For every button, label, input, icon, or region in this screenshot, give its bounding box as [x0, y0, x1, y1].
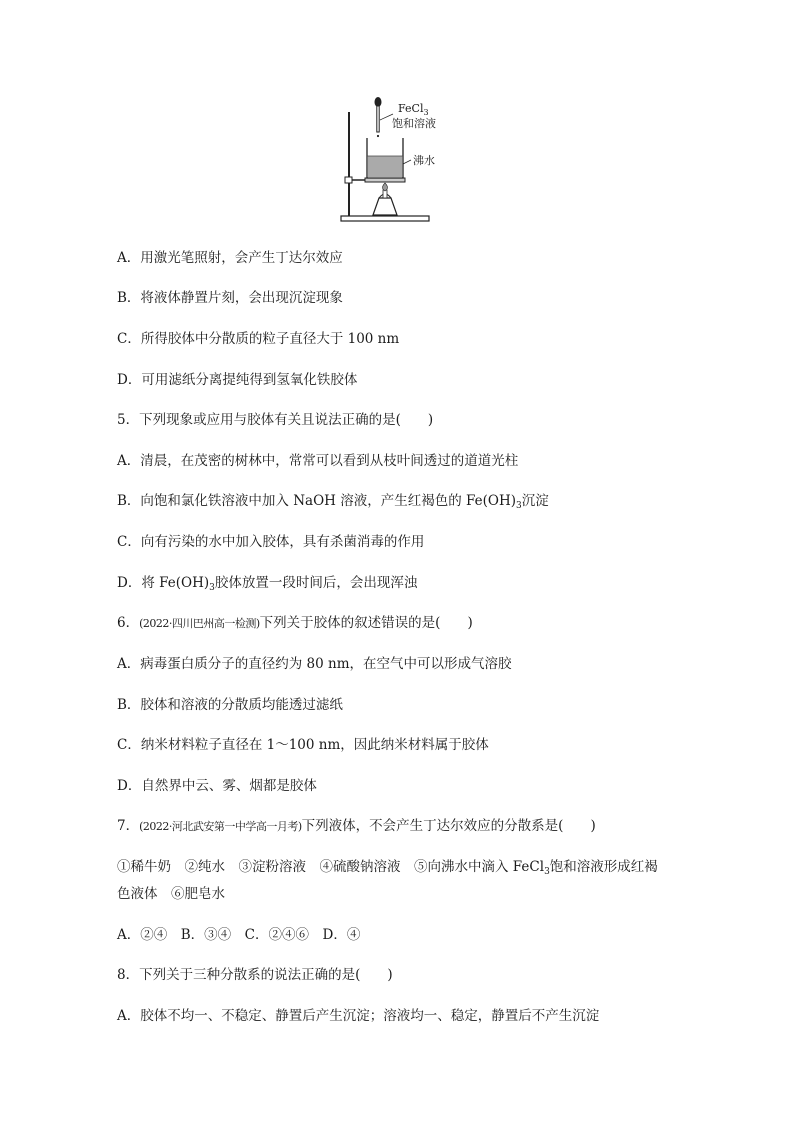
q6-option-a: A．病毒蛋白质分子的直径约为 80 nm，在空气中可以形成气溶胶 [117, 656, 512, 672]
q8-stem: 8．下列关于三种分散系的说法正确的是( ) [117, 967, 393, 983]
q6-source: (2022·四川巴州高一检测) [139, 617, 260, 630]
dropper-tube [377, 106, 379, 132]
q5-option-b: B．向饱和氯化铁溶液中加入 NaOH 溶液，产生红褐色的 $Fe(OH)_3$沉淀 [117, 493, 549, 511]
q5-option-c: C．向有污染的水中加入胶体，具有杀菌消毒的作用 [117, 534, 425, 550]
q4-option-a: A．用激光笔照射，会产生丁达尔效应 [117, 250, 343, 266]
q6-stem: 6．(2022·四川巴州高一检测)下列关于胶体的叙述错误的是( ) [117, 615, 473, 631]
reagent-label: FeCl$_3$ [398, 102, 429, 117]
q7-items-line2: 色液体 ⑥肥皂水 [117, 886, 225, 902]
q8-option-a: A．胶体不均一、不稳定、静置后产生沉淀；溶液均一、稳定，静置后不产生沉淀 [117, 1008, 600, 1024]
q5-option-d: D．将 $Fe(OH)_3$胶体放置一段时间后，会出现浑浊 [117, 575, 418, 593]
q6-option-b: B．胶体和溶液的分散质均能透过滤纸 [117, 697, 343, 713]
q7-source: (2022·河北武安第一中学高一月考) [139, 820, 302, 833]
q5-option-a: A．清晨，在茂密的树林中，常常可以看到从枝叶间透过的道道光柱 [117, 453, 519, 469]
q5-stem: 5．下列现象或应用与胶体有关且说法正确的是( ) [117, 412, 434, 428]
q4-option-b: B．将液体静置片刻，会出现沉淀现象 [117, 290, 343, 306]
q7-items: ①稀牛奶 ②纯水 ③淀粉溶液 ④硫酸钠溶液 ⑤向沸水中滴入 FeCl$_3$饱和溶液形成红褐 [117, 859, 658, 877]
stand-base [341, 216, 429, 221]
water-label: 沸水 [413, 154, 435, 167]
boiling-water [368, 156, 402, 177]
experiment-figure [335, 94, 475, 226]
q6-option-c: C．纳米材料粒子直径在 1～100 nm，因此纳米材料属于胶体 [117, 737, 489, 753]
alcohol-lamp [373, 198, 397, 215]
q6-option-d: D．自然界中云、雾、烟都是胶体 [117, 778, 317, 794]
q7-stem: 7．(2022·河北武安第一中学高一月考)下列液体，不会产生丁达尔效应的分散系是( ) [117, 818, 596, 834]
q7-options: A．②④ B．③④ C．②④⑥ D．④ [117, 927, 361, 943]
q4-option-d: D．可用滤纸分离提纯得到氢氧化铁胶体 [117, 372, 358, 388]
fecl3-boiling-water-apparatus [335, 94, 475, 226]
reagent-desc-label: 饱和溶液 [392, 117, 436, 130]
clamp-holder [345, 177, 352, 183]
q4-option-c: C．所得胶体中分散质的粒子直径大于 100 nm [117, 331, 400, 347]
droplet [377, 135, 379, 137]
flame [383, 183, 388, 191]
